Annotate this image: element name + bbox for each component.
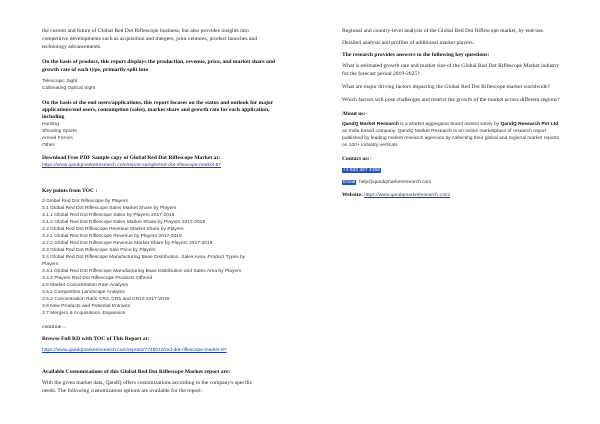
list-item: Hunting <box>42 122 59 127</box>
intro-line: competitive developments such as acquisition and mergers, joint ventures, product launches and <box>42 36 258 42</box>
about-brand: QandQ Market Research <box>342 122 399 127</box>
about-heading: About us:- <box>342 111 368 117</box>
list-item: Collimating Optical Sight <box>42 86 96 91</box>
question-line: What is estimated growth rate and market size of the Global Red Dot Riflescope Market industry <box>342 63 560 69</box>
question-line: What are major driving factors impacting the Global Red Dot Riflescope market worldwide? <box>342 84 550 90</box>
sample-heading: Download Free PDF Sample copy of Global Red Dot Riflescope Market at: <box>42 155 221 161</box>
customization-text: needs. The following customization options are available for the report: <box>42 388 203 394</box>
toc-item: 3.1 Global Red Dot Riflescope Sales Market Share by Players <box>42 206 177 211</box>
about-line: on 100+ industry verticals <box>342 143 398 148</box>
toc-item: 3.1.2 Global Red Dot Riflescope Sales Market Share by Players 2017-2019 <box>42 220 206 225</box>
browse-heading: Browse Full RD with TOC of This Report at: <box>42 336 150 342</box>
questions-heading: The research provides answers to the following key questions: <box>342 52 490 58</box>
toc-item: 3.2 Global Red Dot Riflescope Revenue Market Share by Players <box>42 227 184 232</box>
toc-item: 3.3 Global Red Dot Riflescope Sale Price by Players <box>42 248 156 253</box>
toc-item: 3.2.2 Global Red Dot Riflescope Revenue Market Share by Players 2017-2019 <box>42 241 213 246</box>
question-line: for the forecast period 2019-2025? <box>342 71 420 77</box>
contact-heading: Contact us:- <box>342 156 372 162</box>
toc-item: 3.4 Global Red Dot Riflescope Manufacturing Base Distribution, Sales Area, Product Types by <box>42 255 246 260</box>
about-text: is a Market aggregator brand owned solely by <box>398 122 501 127</box>
toc-item: 3.5 Market Concentration Rate Analysis <box>42 283 128 288</box>
about-text: , <box>558 122 560 127</box>
applications-heading: applications/end users, consumption (sales), market share and growth rate for each application, <box>42 107 270 113</box>
email-line <box>342 181 431 186</box>
customization-heading: Available Customizations of this Global Red Dot Riflescope Market report are: <box>42 369 231 375</box>
intro-line: the current and future of Global Red Dot Riflescope business, but also provides insights into <box>42 28 249 34</box>
list-item: Armed Forces <box>42 136 73 141</box>
website-label: Website: <box>342 192 365 198</box>
toc-item: 3 Global Red Dot Riflescope by Players <box>42 199 128 204</box>
email-address[interactable]: : help@qandqmarketresearch.com <box>356 180 432 185</box>
intro-line: technology advancements. <box>42 44 102 50</box>
toc-item: 3.6 New Products and Potential Entrants <box>42 304 131 309</box>
about-line: an India based company. QandQ Market Research is an online marketplace of research report <box>342 129 547 134</box>
question-line: Which factors will pose challenges and restrict the growth of the market across different regions? <box>342 97 560 103</box>
toc-item: 3.7 Mergers & Acquisitions, Expansion <box>42 311 126 316</box>
about-line: published by leading market research agencies by collecting their global and regional market reports <box>342 136 559 141</box>
browse-link[interactable]: https://www.qandqmarketresearch.com/reports/7745010/red-dot-riflescope-market-87 <box>42 348 227 353</box>
toc-heading: Key points from TOC : <box>42 188 98 194</box>
about-owner: QandQ Research Pvt Ltd <box>500 122 559 127</box>
customization-text: With the given market data, QandQ offers customizations according to the company's specific <box>42 380 253 386</box>
toc-item: Players <box>42 262 59 267</box>
sample-link[interactable]: https://www.qandqmarketresearch.com/report-sample/red-dot-riflescope-market-87 <box>42 163 222 168</box>
toc-item: 3.1.1 Global Red Dot Riflescope Sales by Players 2017-2019 <box>42 213 175 218</box>
body-line: Regional and country-level analysis of the Global Red Dot Riflescope market, by end-use. <box>342 28 545 34</box>
email-label: Email <box>343 180 356 185</box>
list-item: Telescopic Sight <box>42 79 78 84</box>
about-line <box>342 123 559 128</box>
applications-heading: including <box>42 114 65 120</box>
toc-item: 3.5.1 Competition Landscape Analysis <box>42 290 125 295</box>
phone-number[interactable] <box>342 169 381 174</box>
toc-item: 3.4.2 Players Red Dot Riflescope Products Offered <box>42 276 153 281</box>
product-heading: growth rate of each type, primarily split into <box>42 67 149 73</box>
toc-item: 3.2.1 Global Red Dot Riflescope Revenue by Players 2017-2019 <box>42 234 182 239</box>
body-line: Detailed analysis and profiles of additional market players. <box>342 40 475 46</box>
list-item: Other <box>42 143 55 148</box>
website-line <box>342 193 450 199</box>
applications-heading: On the basis of the end users/applications, this report focuses on the status and outlook for major <box>42 100 274 106</box>
product-heading: On the basis of product, this report displays the production, revenue, price, and market share and <box>42 59 276 65</box>
website-link[interactable]: https://www.qandqmarketresearch.com/ <box>364 193 451 198</box>
toc-item: 3.4.1 Global Red Dot Riflescope Manufacturing Base Distribution and Sales Area by Players <box>42 269 242 274</box>
continue-text: continue… <box>42 324 67 330</box>
toc-item: 3.5.2 Concentration Ratio CR3, CR5 and CR10 2017-2019 <box>42 297 170 302</box>
list-item: Shooting Sports <box>42 129 77 134</box>
phone-highlight[interactable]: +1 832 267 4158 <box>343 168 380 173</box>
